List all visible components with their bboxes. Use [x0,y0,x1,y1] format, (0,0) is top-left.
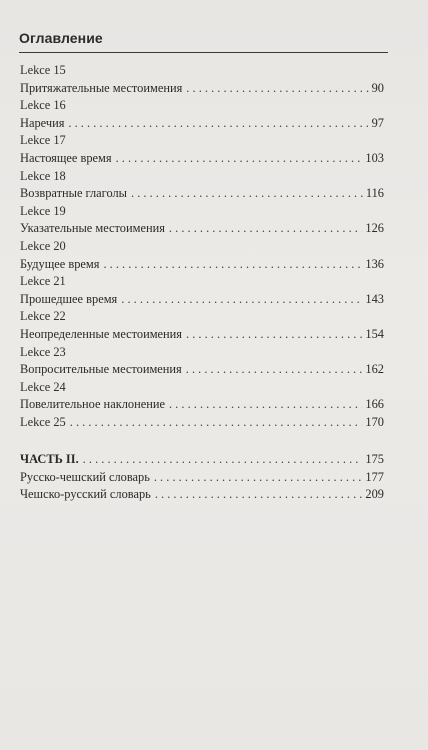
toc-entry-title: Притяжательные местоимения [20,80,183,95]
lesson-label: Lekce 17 [20,133,66,148]
toc-entry-title: Указательные местоимения [20,221,165,236]
dot-leader [103,256,362,274]
lesson-label-row [20,62,384,80]
dot-leader [68,115,368,133]
toc-page-number: 154 [365,326,384,341]
toc-entry-title: Русско-чешский словарь [20,469,150,484]
dot-leader [155,486,363,504]
toc-page-number: 97 [371,115,384,130]
toc-entry-title: Прошедшее время [20,291,118,306]
lesson-label-row [20,203,384,221]
dot-leader [186,326,362,344]
toc-page-number: 143 [365,291,384,306]
toc-entry[interactable] [20,361,384,379]
part-two-section [20,451,384,504]
table-of-contents [20,62,384,431]
header-divider [19,52,388,53]
lesson-label: Lekce 23 [20,344,66,359]
dot-leader [186,80,368,98]
toc-entry[interactable] [20,396,384,414]
toc-entry-title: Настоящее время [20,150,112,165]
lesson-label: Lekce 15 [20,63,66,77]
toc-entry-title: Будущее время [20,256,100,271]
toc-entry[interactable] [20,469,384,487]
toc-entry-title: Наречия [20,115,65,130]
dot-leader [83,451,363,469]
toc-entry[interactable] [20,326,384,344]
toc-entry[interactable] [20,80,384,98]
dot-leader [131,185,363,203]
lesson-label: Lekce 18 [20,168,66,183]
lesson-label-row [20,97,384,115]
lesson-label: Lekce 21 [20,274,66,289]
lesson-label: Lekce 16 [20,98,66,113]
toc-entry-title: Повелительное наклонение [20,397,165,412]
toc-entry[interactable] [20,115,384,133]
toc-page-number: 103 [365,150,384,165]
lesson-label-row [20,273,384,291]
toc-entry[interactable] [20,291,384,309]
toc-page-number: 90 [371,80,384,95]
toc-entry-title: Возвратные глаголы [20,186,127,201]
toc-entry[interactable] [20,185,384,203]
lesson-label: Lekce 20 [20,238,66,253]
toc-page-number: 126 [365,221,384,236]
lesson-label: Lekce 22 [20,309,66,324]
toc-page-number: 170 [365,414,384,429]
page-title: Оглавление [19,30,103,46]
toc-entry-title: Вопросительные местоимения [20,362,182,377]
toc-page-number: 136 [365,256,384,271]
lesson-label: Lekce 25 [20,414,66,429]
toc-entry-title: Неопределенные местоимения [20,326,183,341]
lesson-label: Lekce 19 [20,203,66,218]
dot-leader [154,469,363,487]
toc-page-number: 175 [365,452,384,466]
lesson-label-row [20,168,384,186]
toc-page-number: 116 [365,186,384,201]
toc-entry[interactable] [20,256,384,274]
lesson-label-row [20,379,384,397]
toc-entry[interactable] [20,486,384,504]
toc-entry[interactable] [20,451,384,469]
part-title: ЧАСТЬ II. [20,452,79,466]
toc-entry-title: Чешско-русский словарь [20,487,151,502]
toc-header [19,28,389,48]
lesson-label-row [20,344,384,362]
dot-leader [169,220,362,238]
dot-leader [121,291,362,309]
toc-entry[interactable] [20,414,384,432]
lesson-label-row [20,132,384,150]
lesson-label-row [20,308,384,326]
toc-entry[interactable] [20,220,384,238]
dot-leader [186,361,363,379]
dot-leader [169,396,362,414]
toc-entry[interactable] [20,150,384,168]
toc-page-number: 166 [365,397,384,412]
dot-leader [116,150,363,168]
lesson-label: Lekce 24 [20,379,66,394]
toc-page-number: 209 [365,487,384,502]
dot-leader [70,414,363,432]
toc-page-number: 177 [365,469,384,484]
lesson-label-row [20,238,384,256]
toc-page-number: 162 [365,362,384,377]
